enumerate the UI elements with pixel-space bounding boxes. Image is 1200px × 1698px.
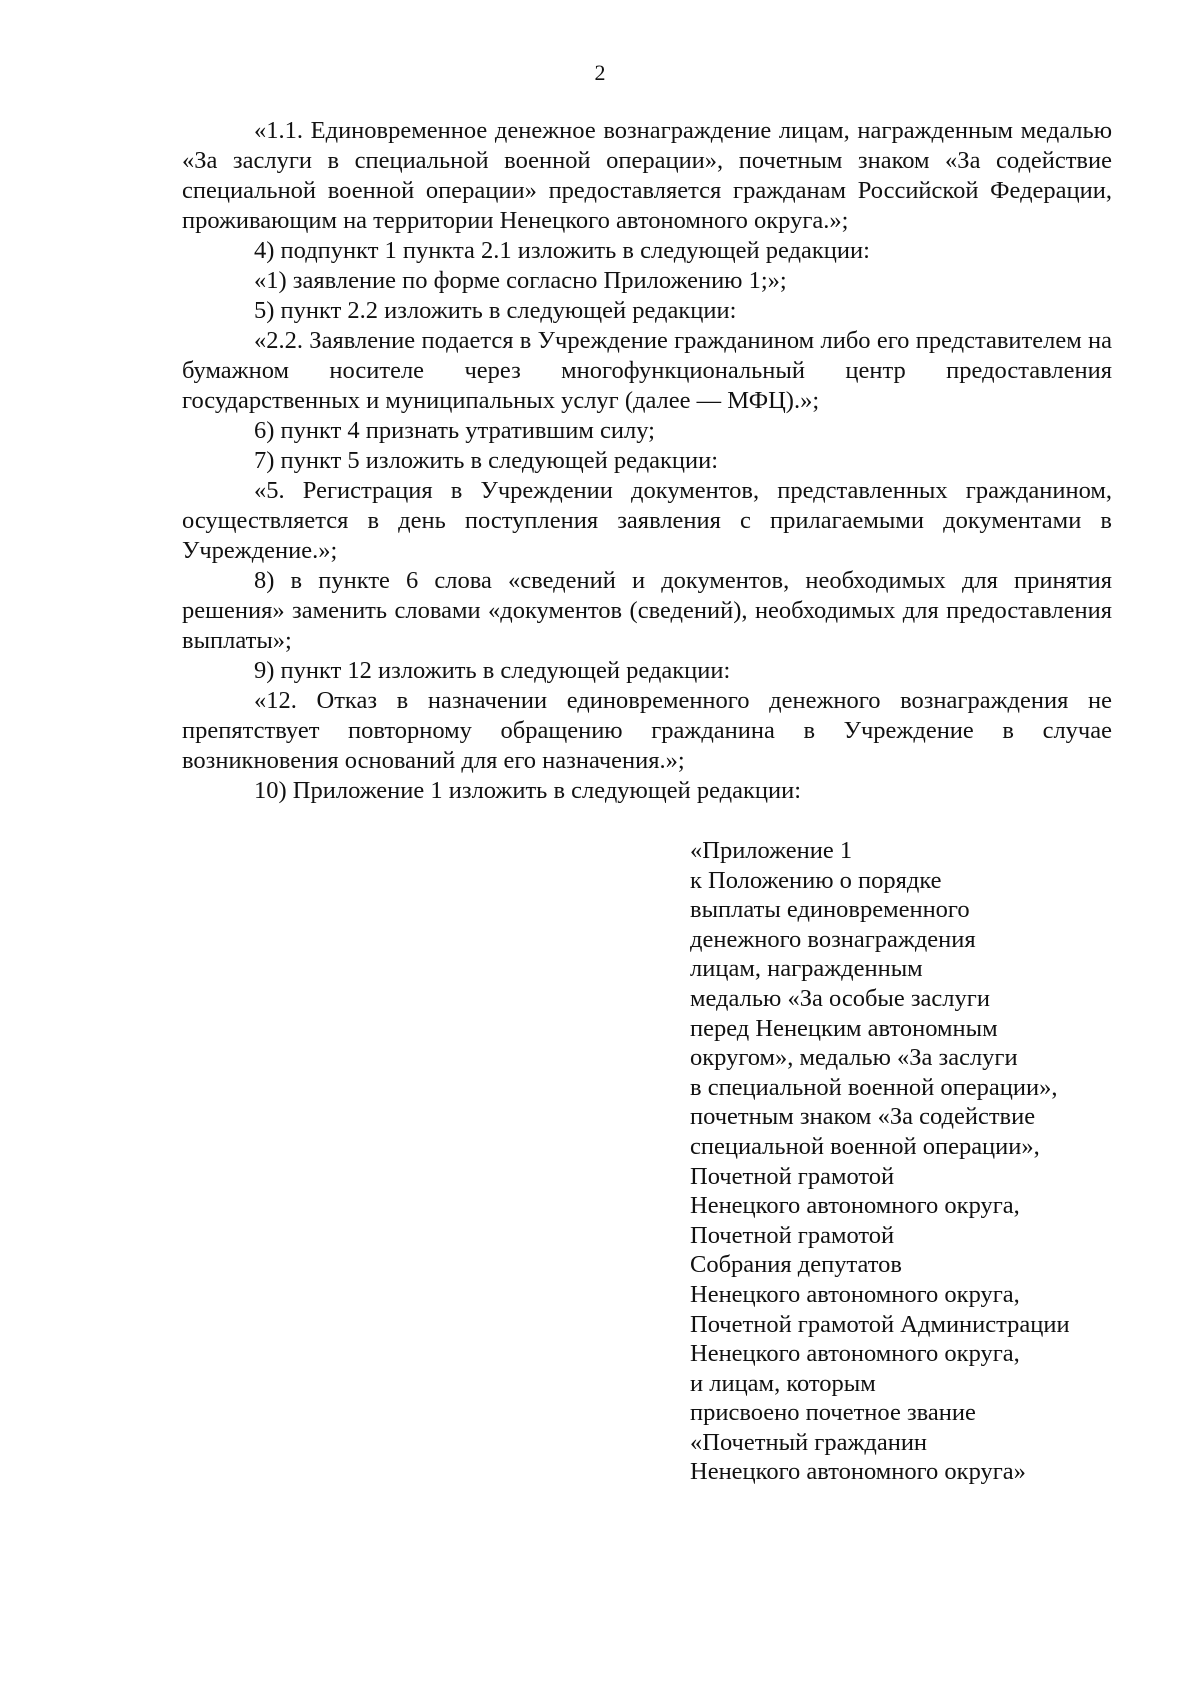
paragraph-item-9: 9) пункт 12 изложить в следующей редакции: [254, 657, 731, 684]
appendix-line: округом», медалью «За заслуги [690, 1044, 1018, 1072]
paragraph-item-5: 5) пункт 2.2 изложить в следующей редакции: [254, 297, 737, 324]
appendix-line: почетным знаком «За содействие [690, 1103, 1036, 1131]
paragraph-12-text: «12. Отказ в назначении единовременного денежного вознаграждения не препятствует повторному обращению гражданина в Учреждение в случае возникновения оснований для его назначения.»; [182, 687, 1112, 774]
paragraph-item-6: 6) пункт 4 признать утратившим силу; [254, 417, 655, 444]
page-number: 2 [594, 60, 606, 85]
appendix-line: денежного вознаграждения [690, 925, 976, 953]
appendix-line: Ненецкого автономного округа, [690, 1340, 1020, 1368]
paragraph-item-4: 4) подпункт 1 пункта 2.1 изложить в следующей редакции: [254, 237, 870, 264]
appendix-line: Почетной грамотой [690, 1221, 895, 1249]
appendix-line: в специальной военной операции», [690, 1073, 1058, 1101]
appendix-line: Ненецкого автономного округа, [690, 1192, 1020, 1220]
appendix-line: лицам, награжденным [690, 955, 923, 983]
appendix-line: присвоено почетное звание [690, 1399, 976, 1427]
appendix-line: к Положению о порядке [690, 866, 942, 894]
appendix-line: Ненецкого автономного округа» [690, 1458, 1026, 1486]
appendix-line: специальной военной операции», [690, 1132, 1040, 1160]
paragraph-item-8: 8) в пункте 6 слова «сведений и документов, необходимых для принятия решения» заменить словами «документов (сведений), необходимых для предоставления выплаты»; [182, 567, 1112, 654]
appendix-line: «Почетный гражданин [690, 1428, 928, 1456]
appendix-heading [690, 836, 1130, 1487]
paragraph-1-1-text: «1.1. Единовременное денежное вознаграждение лицам, награжденным медалью «За заслуги в специальной военной операции», почетным знаком «За содействие специальной военной операции» предоставляется гражданам Российской Федерации, проживающим на территории Ненецкого автономного округа.»; [182, 117, 1112, 234]
appendix-line: и лицам, которым [690, 1369, 876, 1397]
appendix-line: Почетной грамотой [690, 1162, 895, 1190]
appendix-line: Почетной грамотой Администрации [690, 1310, 1070, 1338]
appendix-line: Ненецкого автономного округа, [690, 1280, 1020, 1308]
paragraph-item-4-text: «1) заявление по форме согласно Приложению 1;»; [254, 267, 787, 294]
document-body [182, 116, 1112, 806]
appendix-line: перед Ненецким автономным [690, 1014, 998, 1042]
paragraph-item-10: 10) Приложение 1 изложить в следующей редакции: [254, 777, 802, 804]
paragraph-item-7: 7) пункт 5 изложить в следующей редакции: [254, 447, 719, 474]
appendix-line: медалью «За особые заслуги [690, 984, 990, 1012]
appendix-line: Собрания депутатов [690, 1251, 902, 1279]
appendix-line: «Приложение 1 [690, 837, 853, 864]
paragraph-2-2-text: «2.2. Заявление подается в Учреждение гражданином либо его представителем на бумажном носителе через многофункциональный центр предоставления государственных и муниципальных услуг (далее — МФЦ).»; [182, 327, 1112, 414]
paragraph-5-text: «5. Регистрация в Учреждении документов, представленных гражданином, осуществляется в день поступления заявления с прилагаемыми документами в Учреждение.»; [182, 477, 1112, 564]
appendix-line: выплаты единовременного [690, 896, 970, 924]
